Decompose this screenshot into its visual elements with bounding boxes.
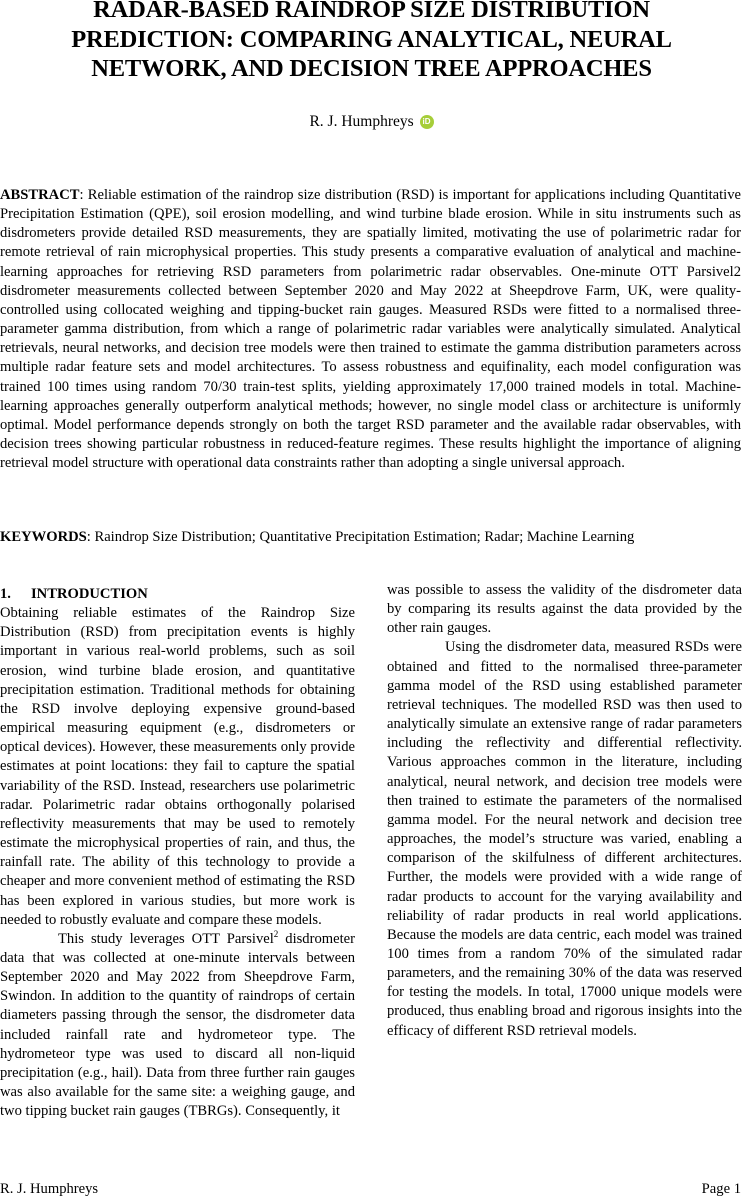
abstract-text: : Reliable estimation of the raindrop size distribution (RSD) is important for applications including Quantitative Precipitation Estimation (QPE), soil erosion modelling, and wind turbine blade erosion. While in situ instruments such as disdrometers provide detailed RSD measurements, they are spatially limited, motivating the use of polarimetric radar for remote retrieval of rain microphysical properties. This study presents a comparative evaluation of analytical and machine-learning approaches for retrieving RSD parameters from polarimetric radar observables. One-minute OTT Parsivel2 disdrometer measurements collected between September 2020 and May 2022 at Sheepdrove Farm, UK, were quality-controlled using collocated weighing and tipping-bucket rain gauges. Measured RSDs were fitted to a normalised three-parameter gamma distribution, from which a range of polarimetric radar variables were analytically simulated. Analytical retrievals, neural networks, and decision tree models were then trained to estimate the gamma distribution parameters across multiple radar feature sets and model architectures. To assess robustness and equifinality, each model configuration was trained 100 times using random 70/30 train-test splits, yielding approximately 17,000 trained models in total. Machine-learning approaches generally outperform analytical methods; however, no single model class or architecture is uniformly optimal. Model performance depends strongly on both the target RSD parameter and the available radar observables, with decision trees showing particular robustness in reduced-feature regimes. These results highlight the importance of aligning retrieval model structure with operational data constraints rather than adopting a single universal approach. (0, 187, 741, 472)
section-number: 1. (0, 586, 11, 602)
section-title: INTRODUCTION (31, 586, 148, 602)
paper-title: RADAR-BASED RAINDROP SIZE DISTRIBUTION PREDICTION: COMPARING ANALYTICAL, NEURAL NETWORK, AND DECISION TREE APPROACHES (71, 0, 672, 82)
orcid-icon[interactable]: iD (420, 115, 434, 129)
section-heading (0, 585, 355, 604)
author-name: R. J. Humphreys (309, 113, 414, 130)
intro-paragraph-3: Using the disdrometer data, measured RSDs were obtained and fitted to the normalised three-parameter gamma model of the RSD using established parameter retrieval techniques. The modelled RSD was then used to analytically simulate an extensive range of radar parameters including the reflectivity and differential reflectivity. Various approaches common in the literature, including analytical, neural network, and decision tree models were then trained to estimate the parameters of the normalised gamma model. For the neural network and decision tree approaches, the model’s structure was varied, enabling a comparison of the skilfulness of different architectures. Further, the models were provided with a wide range of radar products to account for the varying availability and reliability of radar products in real world applications. Because the models are data centric, each model was trained 100 times from a random 70% of the simulated radar parameters, and the remaining 30% of the data was reserved for testing the models. In total, 17000 unique models were produced, thus enabling broad and rigorous insights into the efficacy of different RSD retrieval models. (387, 639, 742, 1039)
intro-paragraph-1: Obtaining reliable estimates of the Raindrop Size Distribution (RSD) from precipitation events is highly important in various real-world problems, such as soil erosion, wind turbine blade erosion, and quantitative precipitation estimation. Traditional methods for obtaining the RSD involve deploying expensive ground-based empirical measuring equipment (e.g., disdrometers or optical devices). However, these measurements only provide estimates at point locations: they fail to capture the spatial variability of the RSD. Instead, researchers use polarimetric radar. Polarimetric radar obtains orthogonally polarised reflectivity measurements that may be used to remotely estimate the microphysical properties of rain, and thus, the rainfall rate. The ability of this technology to provide a cheaper and more convenient method of estimating the RSD has been explored in various studies, but more work is needed to robustly evaluate and compare these models. (0, 605, 355, 928)
superscript: 2 (273, 928, 279, 939)
intro-paragraph-2-continued: was possible to assess the validity of the disdrometer data by comparing its results against the data provided by the other rain gauges. (387, 582, 742, 637)
intro-paragraph-2 (0, 930, 355, 1122)
page-number: Page 1 (701, 1181, 741, 1197)
abstract (0, 186, 741, 473)
author-line (0, 112, 743, 132)
keywords (0, 528, 741, 547)
intro-paragraph-2-end: disdrometer data that was collected at one-minute intervals between September 2020 and May 2022 from Sheepdrove Farm, Swindon. In addition to the quantity of raindrops of certain diameters passing through the sensor, the disdrometer data included rainfall rate and hydrometeor type. The hydrometeor type was used to discard all non-liquid precipitation (e.g., hail). Data from three further rain gauges was also available for the same site: a weighing gauge, and two tipping bucket rain gauges (TBRGs). Consequently, it (0, 930, 355, 1120)
intro-paragraph-2-start: This study leverages OTT Parsivel (58, 930, 274, 947)
right-column (387, 581, 742, 1041)
abstract-label: ABSTRACT (0, 187, 80, 203)
left-column (0, 585, 355, 1121)
footer-author: R. J. Humphreys (0, 1181, 99, 1197)
keywords-label: KEYWORDS (0, 529, 87, 545)
keywords-text: : Raindrop Size Distribution; Quantitative Precipitation Estimation; Radar; Machine Learning (86, 529, 635, 545)
